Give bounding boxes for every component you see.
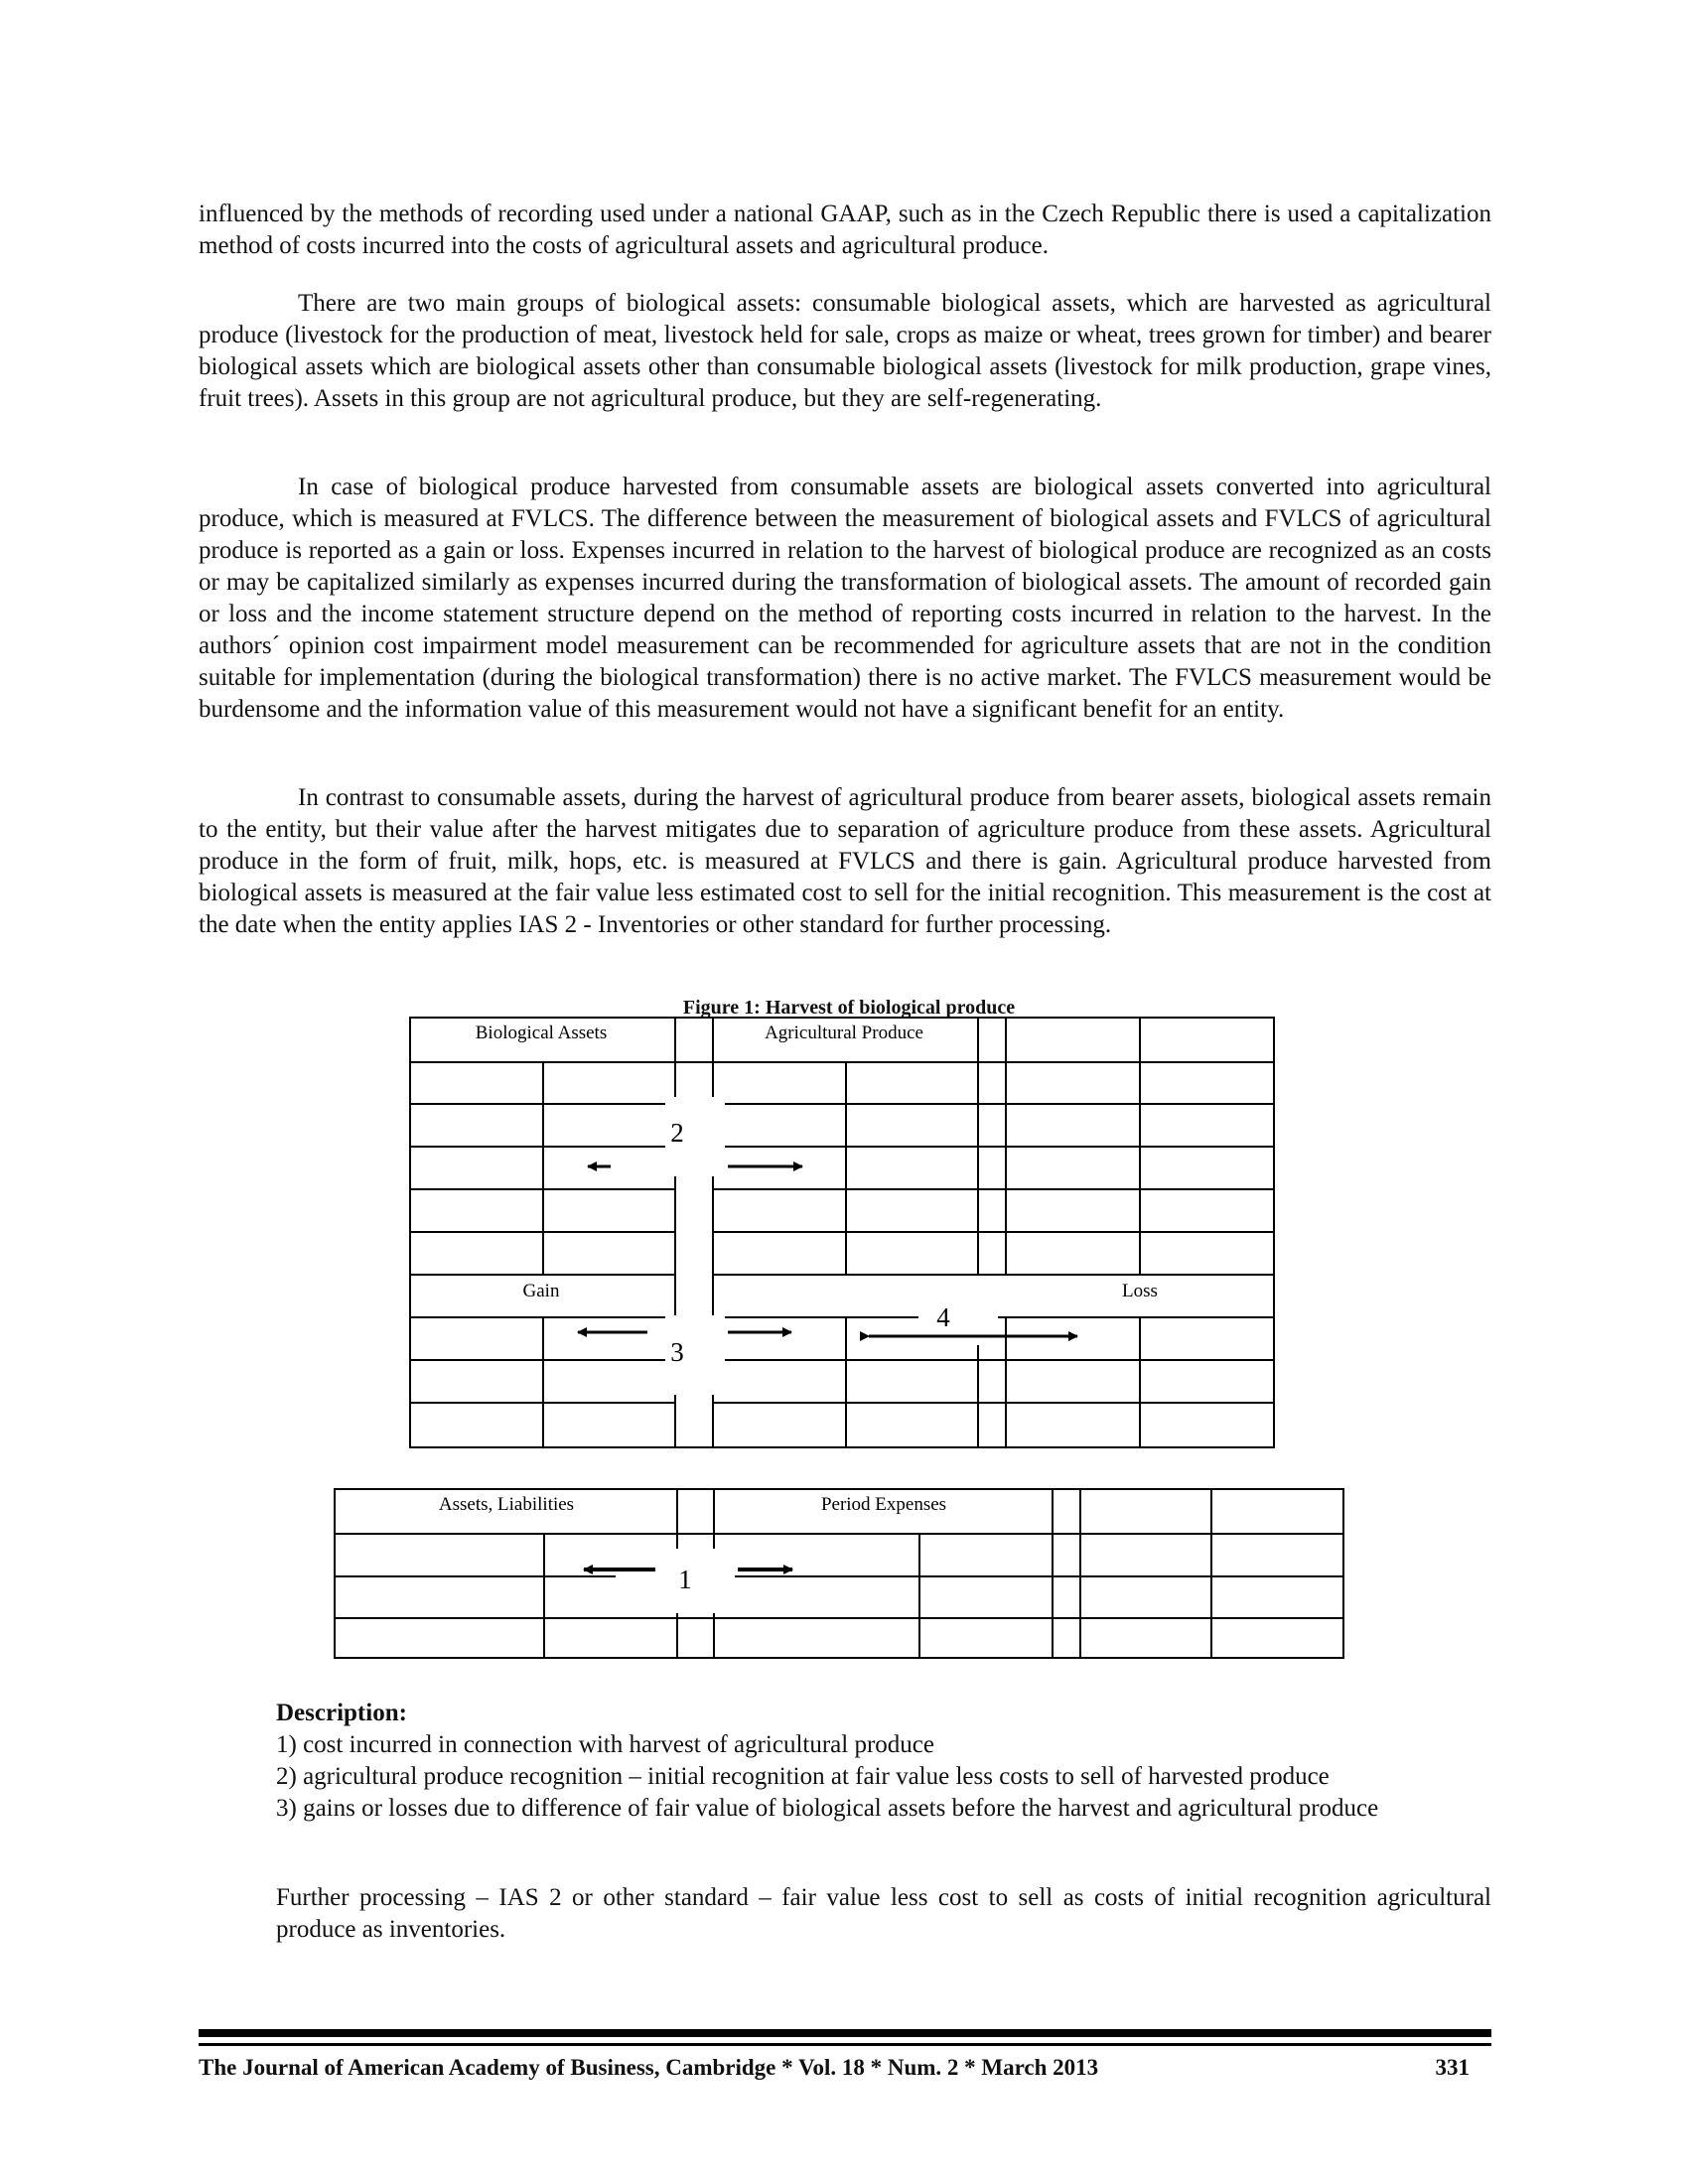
- description-item-3: 3) gains or losses due to difference of fair value of biological assets before the harvest and agricultural produce: [276, 1795, 1379, 1822]
- page-number: 331: [1435, 2055, 1470, 2080]
- label-period-expenses: Period Expenses: [820, 1494, 947, 1515]
- footer-rule-thick: [199, 2029, 1491, 2037]
- label-biological-assets: Biological Assets: [475, 1023, 608, 1043]
- paragraph-4: In contrast to consumable assets, during the harvest of agricultural produce from bearer assets, biological assets remain to the entity, but their value after the harvest mitigates due to separation of agriculture produce from these assets. Agricultural produce in the form of fruit, milk, hops, etc. is measured at FVLCS and there is gain. Agricultural produce harvested from biological assets is measured at the fair value less estimated cost to sell for the initial recognition. This measurement is the cost at the date when the entity applies IAS 2 - Inventories or other standard for further processing.: [199, 784, 1491, 938]
- description-block: [276, 1698, 1491, 1825]
- marker-2: 2: [670, 1118, 684, 1148]
- footer-rule-thin: [199, 2043, 1491, 2046]
- description-heading: Description:: [276, 1700, 407, 1726]
- label-assets-liabilities: Assets, Liabilities: [438, 1494, 575, 1515]
- marker-1: 1: [678, 1565, 692, 1594]
- marker-4: 4: [936, 1302, 950, 1332]
- marker-3: 3: [670, 1337, 684, 1367]
- paragraph-3: In case of biological produce harvested from consumable assets are biological assets converted into agricultural produce, which is measured at FVLCS. The difference between the measurement of biological assets and FVLCS of agricultural produce is reported as a gain or loss. Expenses incurred in relation to the harvest of biological produce are recognized as an costs or may be capitalized similarly as expenses incurred during the transformation of biological assets. The amount of recorded gain or loss and the income statement structure depend on the method of reporting costs incurred in relation to the harvest. In the authors´ opinion cost impairment model measurement can be recommended for agriculture assets that are not in the condition suitable for implementation (during the biological transformation) there is no active market. The FVLCS measurement would be burdensome and the information value of this measurement would not have a significant benefit for an entity.: [199, 474, 1491, 723]
- upper-grid: [410, 1018, 1274, 1447]
- paragraph-2: There are two main groups of biological assets: consumable biological assets, which are harvested as agricultural produce (livestock for the production of meat, livestock held for sale, crops as maize or wheat, trees grown for timber) and bearer biological assets which are biological assets other than consumable biological assets (livestock for milk production, grape vines, fruit trees). Assets in this group are not agricultural produce, but they are self-regenerating.: [199, 290, 1491, 412]
- label-agricultural-produce: Agricultural Produce: [765, 1023, 923, 1043]
- paragraph-1: influenced by the methods of recording used under a national GAAP, such as in the Czech Republic there is used a capitalization method of costs incurred into the costs of agricultural assets and agricultural produce.: [199, 201, 1491, 259]
- figure-caption: Figure 1: Harvest of biological produce: [682, 997, 1016, 1019]
- further-processing: Further processing – IAS 2 or other standard – fair value less cost to sell as costs of initial recognition agricultural produce as inventories.: [276, 1884, 1491, 1943]
- label-loss: Loss: [1122, 1281, 1158, 1301]
- description-item-2: 2) agricultural produce recognition – initial recognition at fair value less costs to sell of harvested produce: [276, 1763, 1330, 1790]
- label-gain: Gain: [522, 1281, 560, 1301]
- description-item-1: 1) cost incurred in connection with harvest of agricultural produce: [276, 1731, 934, 1758]
- footer-journal: The Journal of American Academy of Business, Cambridge * Vol. 18 * Num. 2 * March 2013: [199, 2055, 1099, 2080]
